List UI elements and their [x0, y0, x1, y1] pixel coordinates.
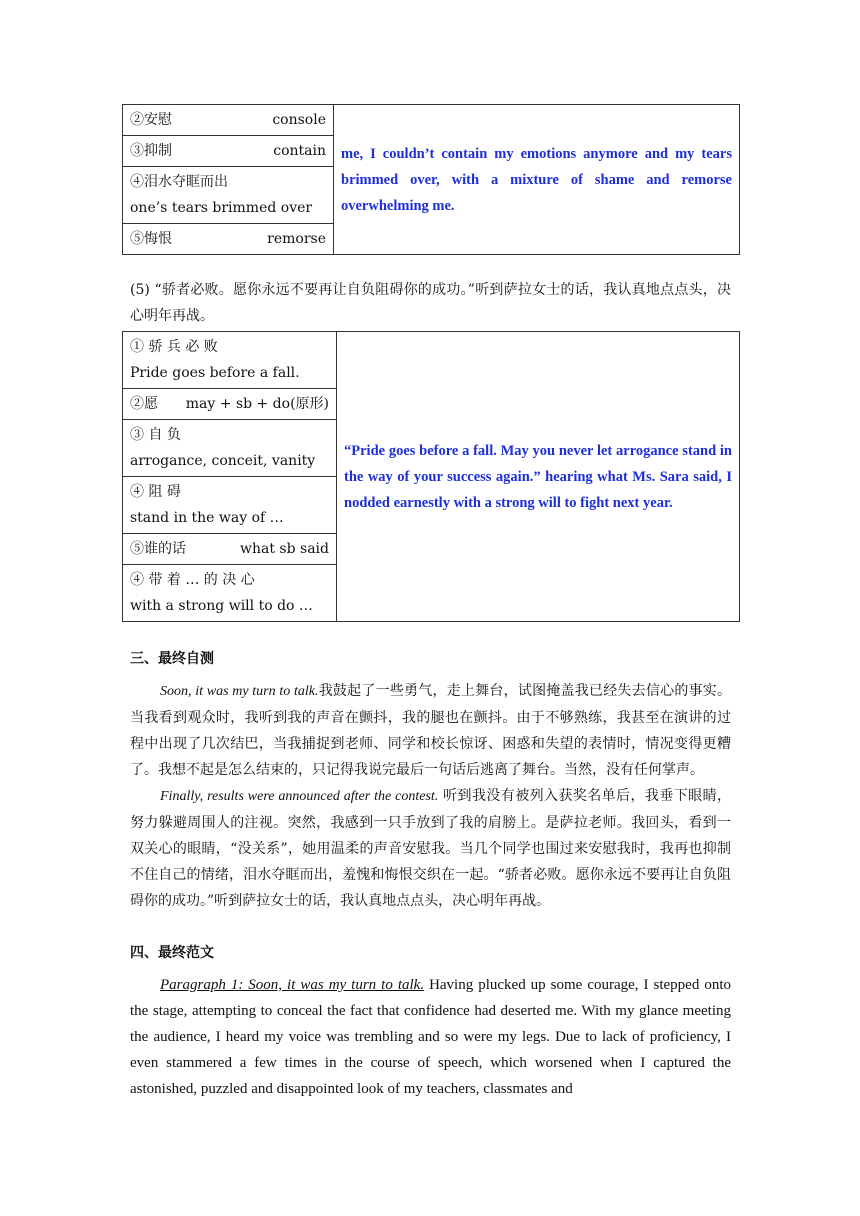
paragraph-text: Having plucked up some courage, I stepped onto the stage, attempting to conceal the fact that confidence had deserted me. With my glance meeting the audience, I heard my voice was trembling and so were my legs. Due to lack of proficiency, I even stammered a few times in the course of speech, which worsened when I captured the astonished, puzzled and disappointed look of my teachers, classmates and [130, 977, 731, 1097]
vocab-en: may + sb + do(原形) [185, 396, 329, 412]
paragraph-lead: Soon, it was my turn to talk. [160, 684, 319, 699]
vocab-en: remorse [267, 231, 326, 247]
paragraph [130, 972, 731, 1102]
document-page [122, 104, 739, 1102]
vocab-en: stand in the way of … [130, 510, 284, 526]
vocab-en: with a strong will to do … [130, 598, 313, 614]
vocab-cell [123, 565, 337, 622]
vocab-cell [123, 534, 337, 565]
table-row [123, 332, 740, 389]
paragraph [130, 783, 731, 914]
vocab-cn: ① 骄 兵 必 败 [130, 339, 218, 355]
answer-text: “Pride goes before a fall. May you never let arrogance stand in the way of your success again.” hearing what Ms. Sara said, I nodded earnestly with a strong will to fight next year. [344, 442, 732, 511]
vocab-cell [123, 477, 337, 534]
vocab-cn: ③ 自 负 [130, 427, 181, 443]
vocab-table-2 [122, 331, 740, 622]
section-3-heading: 三、最终自测 [130, 651, 214, 667]
vocab-en: one’s tears brimmed over [130, 200, 313, 216]
paragraph-text: 听到我没有被列入获奖名单后，我垂下眼睛，努力躲避周围人的注视。突然，我感到一只手放到了我的肩膀上。是萨拉老师。我回头，看到一双关心的眼睛，“没关系”，她用温柔的声音安慰我。当几个同学也围过来安慰我时，我再也抑制不住自己的情绪，泪水夺眶而出，羞愧和悔恨交织在一起。“骄者必败。愿你永远不要再让自负阻碍你的成功。”听到萨拉女士的话，我认真地点点头，决心明年再战。 [130, 788, 731, 909]
vocab-cell [123, 389, 337, 420]
question-5: (5) “骄者必败。愿你永远不要再让自负阻碍你的成功。”听到萨拉女士的话，我认真地点点头，决心明年再战。 [130, 282, 731, 324]
vocab-cell [123, 105, 334, 136]
table-row [123, 105, 740, 136]
paragraph-lead: Paragraph 1: Soon, it was my turn to talk. [160, 977, 425, 993]
vocab-cn: ③抑制 [130, 143, 172, 159]
answer-text: me, I couldn’t contain my emotions anymore and my tears brimmed over, with a mixture of shame and remorse overwhelming me. [341, 145, 732, 214]
answer-cell [334, 105, 740, 255]
answer-cell [337, 332, 740, 622]
vocab-cn: ④ 阻 碍 [130, 484, 181, 500]
vocab-en: arrogance, conceit, vanity [130, 453, 316, 469]
paragraph-lead: Finally, results were announced after the contest. [160, 789, 439, 804]
vocab-cell [123, 224, 334, 255]
vocab-cell [123, 332, 337, 389]
vocab-cn: ⑤谁的话 [130, 541, 186, 557]
paragraph-text: 我鼓起了一些勇气，走上舞台，试图掩盖我已经失去信心的事实。当我看到观众时，我听到我的声音在颤抖，我的腿也在颤抖。由于不够熟练，我甚至在演讲的过程中出现了几次结巴，当我捕捉到老师、同学和校长惊讶、困惑和失望的表情时，情况变得更糟了。我想不起是怎么结束的，只记得我说完最后一句话后逃离了舞台。当然，没有任何掌声。 [130, 683, 731, 778]
vocab-table-1 [122, 104, 740, 255]
vocab-en: what sb said [240, 541, 329, 557]
vocab-en: Pride goes before a fall. [130, 365, 300, 381]
vocab-cn: ②愿 [130, 396, 158, 412]
paragraph [130, 678, 731, 783]
vocab-cell [123, 420, 337, 477]
vocab-en: contain [273, 143, 326, 159]
vocab-cn: ②安慰 [130, 112, 172, 128]
vocab-cell [123, 167, 334, 224]
vocab-cell [123, 136, 334, 167]
vocab-en: console [272, 112, 326, 128]
vocab-cn: ④ 带 着 … 的 决 心 [130, 572, 255, 588]
vocab-cn: ⑤悔恨 [130, 231, 172, 247]
section-4-heading: 四、最终范文 [130, 945, 214, 961]
vocab-cn: ④泪水夺眶而出 [130, 174, 228, 190]
